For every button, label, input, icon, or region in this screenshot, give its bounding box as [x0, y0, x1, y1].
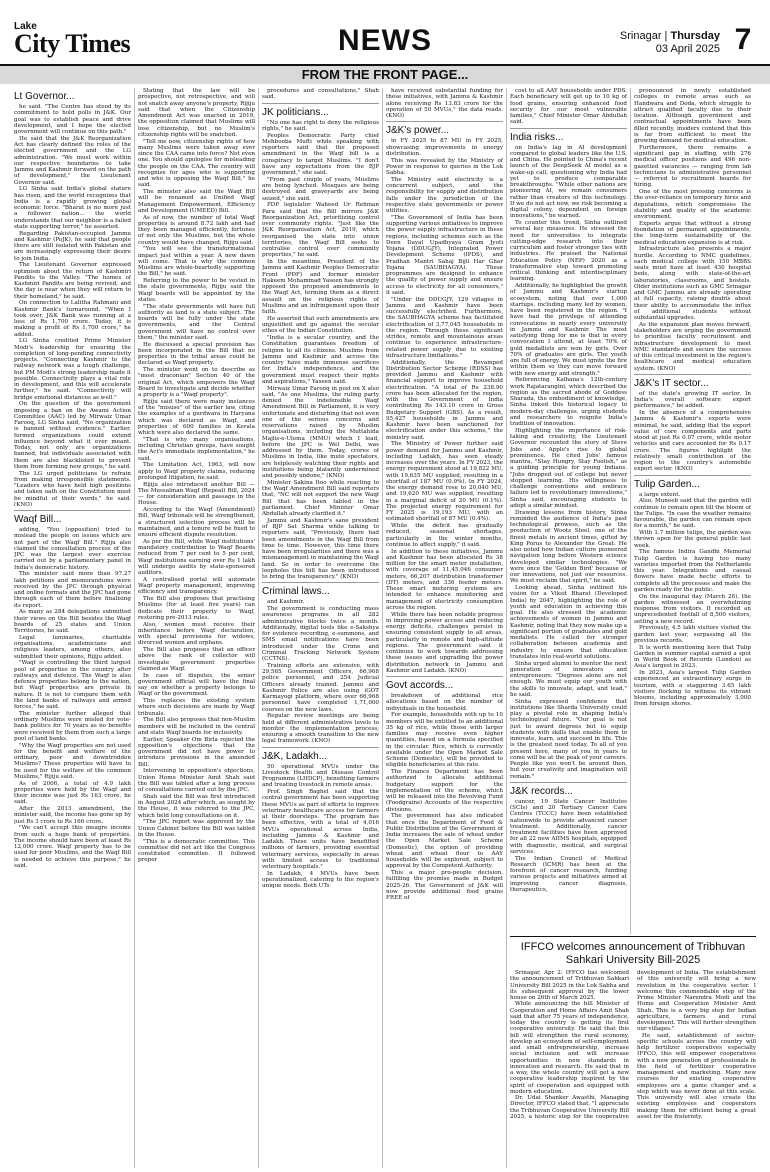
paragraph: "That is why many organisations, including Christian groups, have sought the Act's immediate implementation," he said. — [138, 436, 255, 462]
paragraph: While there has been notable progress in improving power access and reducing energy deficits, challenges persist in ensuring consistent supply to all areas, particularly in remote and high-altitude regions. The government said it continues to work towards addressing these issues and upgrading the power distribution network in Jammu and Kashmir and Ladakh. (KNO) — [386, 611, 503, 674]
story-divider — [634, 475, 751, 476]
headline-jk-it-sector: J&K's IT sector... — [634, 377, 709, 389]
paragraph: "You will see the transformational impact just within a year. A new dawn will come. That is why the common Muslims are whole-heartedly supporting the Bill," he said. — [138, 246, 255, 278]
paragraph: As the expansion plan moves forward, stakeholders are urging the government to prioritise faculty recruitment and infrastructure development to meet NMC standards and secure the success of this critical investment in the region's healthcare and medical education system. (KNO) — [634, 321, 751, 372]
story-divider — [262, 747, 379, 748]
paragraph: "No one has right to deny the religious rights," he said. — [262, 119, 379, 132]
column-6 — [634, 88, 751, 934]
paragraph: Training efforts are extensive, with 29,565 Government Officers, 66,968 police personnel, and 254 Judicial Officers already trained. Jammu and Kashmir Police are also using iGOT Karmayogi platform, where over 66,968 personnel have completed 1,71,000 courses on the new laws. — [262, 662, 379, 713]
paragraph: "Waqf is controlling the third largest pool of properties in the country after railways and defence. The Waqf is also defence properties belong to the nation, but Waqf properties are private in nature. It is not to compare them with the land banks of railways and armed forces," he said. — [14, 660, 131, 710]
column-rule — [630, 88, 631, 934]
story-divider — [14, 510, 131, 511]
paragraph: Mirwaiz Umar Farooq in post on X also said, "As one Muslims, the ruling party denied the indefensible Waqf Amendment Bill in Parliament, it is very unfortunate and disturbing that not even one of the serious concerns and reservations raised by Muslim organisations, including the Muttahida Majlis-e-Ulema (MMU) which I lead, before the JPC is Wel Delhi, was addressed by them. Today, crores of Muslims in India, like mute spectators, are helplessly watching their rights and institutions being blatantly undermined and possibly undone," (KNO) — [262, 385, 379, 479]
paragraph: Also, women must receive their inheritance before Waqf declaration, with special provisions for widows, divorced women and orphans. — [138, 621, 255, 647]
paragraph: The minister went on to describe as "most draconian" Section 40 of the original Act, which empowers the Waqf Board to investigate and decide whether a property is a "Waqf property". — [138, 367, 255, 398]
paragraph: Intervening in opposition's objections, Union Home Minister Amit Shah said the Bill was tabled after a long process of consultations carried out by the JPC. — [138, 768, 255, 793]
paragraph: Experts argue that without a strong foundation of permanent appointments, the long-term sustainability of the medical education expansion is at risk. — [634, 220, 751, 246]
headline-criminal-laws: Criminal laws... — [262, 586, 330, 598]
paragraph: breakdown of additional rice allocations based on the number of individuals in the household. — [386, 693, 503, 712]
paragraph: While announcing the bill Minister of Cooperation and Home Affairs Amit Shah said that after 75 years of independence, today the country is getting its first cooperative university. He said that this bill will strengthen the rural economy, develop an ecosystem of self-employment and small entrepreneurship, increase social inclusion and will increase opportunities in new standards in innovation and research. He said that in a way, the whole country will get a new cooperative leadership inspired by the spirit of cooperation and equipped with modern education. — [510, 1001, 629, 1095]
paragraph: Infrastructure also presents a major hurdle. According to NMC guidelines, each medical college with 150 MBBS seats must have at least 430 hospital beds, along with state-of-the-art laboratories, classrooms, and hostels. Older institutions such as GMC Srinagar and GMC Jammu are already operating at full capacity, raising doubts about their ability to accommodate the influx of additional students without substantial upgrades. — [634, 246, 751, 321]
story-divider — [386, 676, 503, 677]
column-4 — [386, 88, 503, 1168]
headline-govt-accords: Govt accords... — [386, 680, 454, 691]
paragraph: Sinha expressed confidence that institutions like Sharda University could play a pivotal role in shaping India's technological future. "Our goal is not just to award degrees but to equip students with skills that enable them to innovate, learn, and succeed in life. This is the greatest need today. To all of you present here, many of you in years to come will be at the peak of your careers. People like you won't be around then, but your creativity and imagination will remain." — [510, 698, 627, 780]
paragraph: The Limitation Act, 1963, will now apply to Waqf property claims, reducing prolonged litigation, he said. — [138, 462, 255, 481]
paragraph: a large extent. — [639, 491, 681, 498]
story-divider — [510, 128, 627, 129]
headline-lt-governor: Lt Governor... — [14, 91, 75, 102]
paragraph: in FY 2025 to 87 MU in FY 2025, showcasing improvements in energy distribution. — [386, 138, 503, 157]
paragraph: On connection to Lalitha Rahmani and Kashmir Bank's turnaround. "When I took over, J&K Bank was running at a loss of Rs 1,700 crore. Today, it is making a profit of Rs 1,700 crore," he added. — [14, 300, 131, 338]
paragraph: He discussed a special provision has been incorporated in the Bill that no properties in the tribal areas could be declared as Waqf property. — [138, 341, 255, 367]
column-5 — [510, 88, 627, 934]
paragraph: In case of disputes, the senior government official will have the final say on whether a property belongs to Waqf or the government. — [138, 672, 255, 698]
paragraph: He said that the J&K Reorganization Act has clearly defined the roles of the elected government and the LG administration. "We must work within our respective boundaries to take Jammu and Kashmir forward on the path of development," the Lieutenant Governor said. — [14, 135, 131, 186]
headline-tulip-garden: Tulip Garden... — [634, 478, 700, 490]
paragraph: As of 2006, a total of 4.9 lakh properties were held by the Waqf and their income was just Rs 163 crore, he said. — [14, 780, 131, 806]
paragraph: Rijiju also introduced another Bill — The Mussalman Waqf (Repeal) Bill, 2024 — for consideration and passage in the House. — [138, 481, 255, 507]
paragraph: Previously, 4.5 lakh visitors visited the garden last year, surpassing all the previous records. — [634, 625, 751, 644]
column-1 — [14, 88, 131, 1168]
paragraph: "The Government of India has been supporting various initiatives to improve the power supply infrastructure in these regions, including schemes such as the Deen Dayal Upadhyaya Gram Jyoti Yojana (DDUGJY), Integrated Power Development Scheme (IPDS), and Pradhan Mantri Sahaj Bijli Har Ghar Yojana (SAUBHAGYA). These programmes are designed to enhance the quality of power supply and ensure access to electricity for all consumers," it said. — [386, 214, 503, 296]
paragraph: The famous Indira Gandhi Memorial Tulip Garden is having too many varieties imported from the Netherlands this year. Integrations and casual flowers have made hectic efforts to complete all the processes and make the garden ready for the public. — [634, 549, 751, 593]
paragraph: In Ladakh, 4 MVUs have been operationalized, catering to the region's unique needs. Both UTs — [262, 870, 379, 890]
paragraph: Shah said the Bill was first introduced in August 2024 after which, as sought by the House, it was referred to the JPC, which held long consultations on it. — [138, 793, 255, 819]
box-headline: IFFCO welcomes announcement of Tribhuvan Sahkari University Bill-2025 — [520, 941, 746, 966]
paragraph: Regarding Pakistan-occupied Jammu and Kashmir (PoJK), he said that people there are still isolated with Pakistan and are increasingly expressing their desire to join India. — [14, 230, 131, 262]
paragraph: Stating that the law will be prospective, not retrospective, and will not snatch away anyone's property, Rijiju said that when the Citizenship Amendment Act was enacted in 2019, the opposition claimed that Muslims will lose citizenship, but no Muslim's citizenship rights will be snatched. — [138, 88, 255, 138]
paragraph: One of the most pressing concerns is the over-reliance on temporary hires and deputations, which compromises the stability and quality of the academic environment. — [634, 189, 751, 220]
paragraph: Additionally, he highlighted the growth of Jammu and Kashmir's startup ecosystem, noting that over 1,000 startups, including many led by women, have been registered in the region. "I have had the privilege of attending convocations in nearly every university in Jammu and Kashmir. The most satisfying thing for me is that in every convocation I attend, at least 70% of gold medallists are won by girls. Over 70% of graduates are girls. The youth are full of energy. We must ignite the fire within them so they can move forward with new energy and strength." — [510, 283, 627, 377]
paragraph: adding, "You (opposition) tried to mislead the people on issues which are not part of the Waqf Bill." Rijiju also claimed the consultation process of the JPC was the largest ever exercise carried out by a parliamentary panel in India's democratic history. — [14, 527, 131, 571]
paragraph: In the meantime, President of the Jammu and Kashmir Peoples Democratic Front (PDF) and former minister Hakeem Mohammad Yaseen has strongly opposed the proposed amendments to the Waqf Act, terming them as a direct assault on the religious rights of Muslims and an infringement upon their faith. — [262, 259, 379, 315]
paragraph: In 2023, Asia's largest Tulip Garden experienced an extraordinary surge in tourism, with a staggering 3.65 lakh visitors flocking to witness its vibrant blooms, including approximately 3,000 from foreign shores. — [634, 670, 751, 708]
paragraph: The government has also indicated that once the Department of Food & Public Distribution of the Government of India increases the sale of wheat under the Open Market Sale Scheme (Domestic), the option of providing wheat and wheat flour to AAY households will be explored, subject to approval by the Competent Authority. — [386, 813, 503, 870]
paragraph: on India's lag in AI development compared to global leaders like the U.S. and China. He pointed to China's recent launch of the DeepSeek AI model as a wake-up call, questioning why India had yet to produce comparable breakthroughs. "While other nations are pioneering AI, we remain consumers rather than creators of this technology. If we do not act now, we risk becoming a digital colony, dependent on foreign innovations," he warned. — [510, 144, 627, 220]
column-rule — [382, 88, 383, 1168]
paragraph: Minister Sakina Itoo while reacting to the Waqf Amendment Bill said reporters that, "NC will not support the new Waqf Bill that has been tabled in the parliament. Chief Minister Omar Abdullah already clarified it." — [262, 479, 379, 517]
headline-india-risks: India risks... — [510, 131, 564, 143]
paragraph: Regular review meetings are being held at different administrative levels to monitor the implementation process, ensuring a smooth transition to the new legal framework. (KNO) — [262, 713, 379, 745]
paragraph: "Tell me now, citizenship rights of how many Muslims were taken away ever since the CAA came into force? Not even one. You should apologise for misleading the people on the CAA. The country will recognise for ages who is supporting and who is opposing the Waqf Bill," he said. — [138, 138, 255, 189]
masthead — [0, 0, 770, 66]
box-body — [510, 970, 756, 1170]
paragraph: As many as 284 delegations submitted their views on the Bill besides the Waqf boards of 25 states and Union Territories, he said. — [14, 609, 131, 634]
paragraph: have received substantial funding for these initiatives, with Jammu & Kashmir alone receiving Rs 13.83 crore for the operation of 50 MVUs," the data reads. (KNO) — [386, 88, 503, 119]
headline-jk-records: J&K records... — [510, 785, 573, 797]
paragraph: Referencing Kalhana's 12th-century work Rajatarangini, which described the region as the sacred abode of Goddess Sharada, the embodiment of knowledge, Sinha linked this historical legacy to modern-day challenges, urging students and researchers to reignite India's tradition of innovation. — [510, 377, 627, 427]
paragraph: Prof. Singh Baghel said that the central government has been supporting these MVUs as part of efforts to improve veterinary healthcare access for farmers at their doorsteps. "The program has been effective, with a total of 4,016 MVUs operational across India, including Jammu & Kashmir and Ladakh. These units have benefitted millions of farmers, providing essential veterinary services, especially in areas with limited access to traditional veterinary hospitals." — [262, 789, 379, 870]
paragraph: pronounced in newly established colleges in remote areas such as Handwara and Doda, which struggle to attract qualified faculty due to their location. Although government and contractual appointments have been filled recently, insiders contend that this is far from sufficient to meet the growing demand for medical education. — [634, 88, 751, 144]
section-banner: FROM THE FRONT PAGE... — [0, 66, 770, 84]
paragraph: and Kashmir. — [267, 599, 305, 606]
paragraph: On the question of the government imposing a ban on the Awami Action Committee (AAC) led by Mirwaiz Umar Farooq, LG Sinha said, "No organization is banned without evidence." Earlier, formed organizations could extend influence beyond what it ever meant. Today, not only are organizations banned, but individuals associated with them are also blacklisted to prevent them from forming new groups," he said. — [14, 401, 131, 470]
paragraph: As per the Bill, while Waqf institutions' mandatory contribution to Waqf Boards reduced from 7 per cent to 5 per cent, Waqf institutions earning over Rs 1 lakh will undergo audits by state-sponsored auditors. — [138, 538, 255, 576]
paragraph: The government is conducting mass awareness programs in all 282 administrative blocks twice a month. Additionally, digital tools like e-Sakshya for evidence recording, e-summons, and SMS email notifications have been introduced under the Crime and Criminal Tracking Network System (CCTNS). — [262, 606, 379, 662]
paragraph: Jammu and Kashmir's sane president of BJP Sat Sharma while talking to reporters said, "Previously, there had been amendments in the Waqf Bill from time to time. However, this time there have been irregularities and there was a mismanagement in maintaining the Waqf land. So in order to overcome the loopholes this bill has been introduced to bring the transparency." (KNO) — [262, 517, 379, 580]
paragraph: Peoples Democratic Party chief Mehbooba Mufti while speaking with reporters said that the proposed amendment in the Waqf bill is a conspiracy to target Muslims. "I don't have any expectations from the BJP government," she said. — [262, 132, 379, 176]
column-rule — [506, 88, 507, 1168]
column-2 — [138, 88, 255, 1168]
paragraph: Also, Muneeb said that the garden will continue to remain open till the bloom of the Tulips. "In case the weather remains favourable, the garden can remain open for a month," he said. — [634, 498, 751, 530]
paragraph: cancer, 19 State Cancer Institutes (SCIs) and 20 Tertiary Cancer Care Centres (TCCC) have been established nationwide to provide advanced cancer treatment. Additionally, cancer treatment facilities have been approved for all 22 new AIIMS hospitals, equipped with diagnostic, medical, and surgical services. — [510, 798, 627, 855]
paragraph: On the inaugural day (March 26), the garden witnessed an overwhelming response from visitors. It recorded an unprecedented footfall of 8,500 visitors, setting a new record. — [634, 593, 751, 625]
paragraph: of the state's growing IT sector. In India's overall software export performance," he added. — [634, 390, 751, 410]
paragraph: The minister said more than 97.27 lakh petitions and memorandums were received by the JPC through physical and online formats and the JPC had gone through each of them before finalising its report. — [14, 571, 131, 609]
paragraph: The Bill also proposes that an officer above the rank of collector will investigate government properties claimed as Waqf. — [138, 647, 255, 672]
paragraph: "We can't accept this meagre income from such a huge bank of properties. The income should have been at least Rs 12,000 crore. Waqf property has to be used for poor Muslims, and the Waqf Bill is needed to achieve this purpose," he said. — [14, 825, 131, 869]
story-divider — [510, 782, 627, 783]
paragraph: With 1.7 million tulips, the garden was thrown open for the general public last week. — [634, 530, 751, 549]
paragraph: The Bill also proposes that practising Muslims (for at least five years) can dedicate their property to Waqf, restoring pre-2013 rules. — [138, 596, 255, 621]
paragraph: Referring to the power to be vested in the state governments, Rijiju said the Waqf boards will be appointed by the states. — [138, 278, 255, 303]
page-number: 7 — [734, 23, 752, 56]
paragraph: PDP legislator Waheed Ur Rehman Para said that the Bill mirrors J&K Reorganization Act, prioritizing control over community rights. "Just like the J&K Reorganisation Act, 2019, which reorganised the state into union territories, the Waqf Bill seeks to centralise control over community properties," he said. — [262, 202, 379, 259]
paragraph: This replaces the existing system where such decisions are made by Waqf tribunals. — [138, 698, 255, 717]
paragraph: Looking ahead, Sinha outlined his vision for a Viksit Bharat (Developed India) by 2047, highlighting the role of youth and education in achieving this goal. He also stressed the academic achievements of women in Jammu and Kashmir, noting that they now make up a significant portion of graduates and gold medalists. He called for stronger collaboration between academia and industry to ensure that education translates into real-world solutions. — [510, 585, 627, 660]
paragraph: Highlighting the importance of risk-taking and creativity, the Lieutenant Governor recounted the story of Steve Jobs and Apple's rise to global prominence. He cited Jobs' famous mantra, "Stay Hungry, Stay Foolish," as a guiding principle for young Indians. "Jobs dropped out of college but never stopped learning. His willingness to challenge conventions and embrace failure led to revolutionary innovations," Sinha said, encouraging students to adopt a similar mindset. — [510, 427, 627, 509]
paragraph: Srinagar, Apr 2: IFFCO has welcomed the announcement of Tribhuvan Sahkari University Bill 2025 in the Lok Sabha and its subsequent approval by the lower house on 26th of March 2025. — [510, 970, 629, 1001]
paragraph: he said. "The Centre has stood by its commitment to hold polls in J&K. Our goal was to establish peace and drive development, and I hope the elected government will continue on this path." — [14, 104, 131, 135]
paragraph: cost to all AAY households under PDS. Each beneficiary will get up to 10 kg of food grains, ensuring enhanced food security for our most vulnerable families," Chief Minister Omar Abdullah said. — [510, 88, 627, 126]
paragraph: A centralised portal will automate Waqf property management, improving efficiency and transparency. — [138, 576, 255, 596]
paragraph: The minister also said the Waqf Bill will be renamed as Unified Waqf Management Empowerment, Efficiency and Development (UMEED) Bill. — [138, 189, 255, 214]
paragraph: Earlier, Speaker Om Birla rejected the opposition's objections that the government did not have power to introduce provisions in the amended Bill. — [138, 736, 255, 768]
paragraph: He said, establishment of sector-specific schools across the country will help fertilizer cooperatives especially IFFCO, this will empower cooperatives with a new generation of professionals in the field of fertilizer cooperative management and marketing. Many new courses for existing cooperative employees are a game changer and a step which was never done at this scale. This university will also create the existing employees and cooperators making them for efficient being a great asset for the fraternity. — [637, 1032, 756, 1120]
paragraph: To counter this trend, Sinha outlined several key measures. He stressed the need for universities to integrate cutting-edge research into their curriculum and foster stronger ties with industries. He praised the National Education Policy (NEP) 2020 as a transformative step toward promoting critical thinking and interdisciplinary learning. — [510, 220, 627, 283]
column-rule — [134, 88, 135, 1168]
dateline-city: Srinagar — [619, 30, 662, 42]
paragraph: Legal luminaries, charitable organisations, academicians and religious leaders, among others, also submitted their opinions, Rijiju added. — [14, 634, 131, 660]
paragraph: The Indian Council of Medical Research (ICMR) has been at the forefront of cancer research, funding various projects and initiatives aimed at improving cancer diagnosis, therapeutics, — [510, 855, 627, 893]
paragraph: Rijiju said there were many instances of the "misuse" of the earlier law, citing the examples of a gurdwara in Haryana which was declared as Waqf, and properties of 600 families in Kerala which were also declared the same. — [138, 398, 255, 436]
story-divider — [262, 103, 379, 104]
paragraph: LG Sinha said India's global stature has risen, and the world recognizes that India is a rapidly growing global economic force. "Bharat is no more just a follower nation... the world understands that our neighbor is a failed state supporting terror," he asserted. — [14, 186, 131, 230]
logo-small-text: Lake — [14, 21, 37, 32]
paragraph: "Under the DDUGJY, 129 villages in Jammu and Kashmir have been successfully electrified. Furthermore, the SAUBHAGYA scheme has facilitated electrification of 3,77,045 households in the region. Through these significant strides, remote and mountainous areas continue to experience infrastructure-related power supply due to existing infrastructure limitations." — [386, 296, 503, 359]
headline-jk-power: J&K's power... — [386, 125, 450, 137]
paragraph: 50 operational MVUs under the Livestock Health and Disease Control Programme (LHDCP), benefiting farmers and treating livestock in remote areas. — [262, 763, 379, 789]
paragraph: This a major pro-people decision, fulfilling the promise made in Budget 2025-26. The Government of J&K will now provide additional food grains FREE of — [386, 870, 503, 901]
headline-waqf-bill: Waqf Bill... — [14, 514, 62, 525]
paragraph: This was revealed by the Ministry of Power in response to queries in the Lok Sabha. — [386, 157, 503, 176]
paragraph: In the absence of a comprehensive Jammu & Kashmir's exports were minimal, he said, adding that the export value of core components and parts stood at just Rs 0.07 crore, while motor vehicles and cars accounted for Rs 0.17 crore. The figures highlight the relatively small contribution of the region to the country's automobile export sector. (KNO) — [634, 410, 751, 473]
dateline: Srinagar | Thursday 03 April 2025 — [619, 30, 720, 55]
paragraph: "This is a democratic committee. This committee did not act like the Congress constituted committee. It followed proper — [138, 838, 255, 864]
paragraph: Dr. Udai Shanker Awasthi, Managing Director, IFFCO stated that, "I appreciate the Tribhuvan Cooperative University Bill 2025, a historic step for the cooperative development of India. The establishment of this university will bring a new revolution in the cooperative sector. I welcome this commendable step of the Prime Minister Narendra Modi and the Home and Cooperation Minister Amit Shah. This is a very big step for Indian agriculture, farmers and rural development. This will further strengthen our villages." — [510, 970, 756, 1120]
paragraph: LG Sinha credited Prime Minister Modi's leadership for ensuring the completion of long-pending connectivity projects. "Connecting Kashmir to the railway network was a tough challenge, but PM Modi's strong leadership made it possible. Connectivity plays a vital role in development, and this will accelerate further," he said. "Connectivity will bridge emotional distances as well." — [14, 338, 131, 401]
paragraph: "India is a secular country, and the Constitution guarantees freedom of religion to all its citizens. Muslims from Jammu and Kashmir and across the country have made immense sacrifices for India's independence, and the government must respect their rights and aspirations," Yaseen said. — [262, 335, 379, 385]
paragraph: After the 2013 amendment, the minister said, the income has gone up by just Rs 3 crore to Rs 166 crore. — [14, 806, 131, 825]
paragraph: In addition to these initiatives, Jammu and Kashmir has been allocated Rs 38 million for the smart meter installation, with coverage of 11,45,046 consumer meters, 66,207 distribution transformer (DT) meters, and 336 feeder meters. These smart metering systems are intended to enhance monitoring and management of electricity consumption across the region. — [386, 548, 503, 611]
paragraph: The Finance Department has been authorized to allocate additional budgetary support for the implementation of the scheme, which will be released into the Revolving Fund (Foodgrains) Accounts of the respective divisions. — [386, 769, 503, 813]
paragraph: The LG urged politicians to refrain from making irresponsible statements. "Leaders who have held high positions and taken oath on the Constitution must be mindful of their words," he said. (KNO) — [14, 470, 131, 508]
paragraph: The Lieutenant Governor expressed optimism about the return of Kashmiri Pandits to the Valley. "The homes of Kashmiri Pandits are being revived, and the day is near when they will return to their homeland," he said. — [14, 262, 131, 300]
paragraph: As of now, the number of total Waqf properties is around 8.72 lakh and had they been managed efficiently, fortunes of not only the Muslims, but the whole country would have changed, Rijiju said. — [138, 214, 255, 246]
paragraph: The Ministry said electricity is a concurrent subject, and the responsibility for supply and distribution falls under the jurisdiction of the respective state governments or power utilities. — [386, 176, 503, 214]
paragraph: Furthermore, there remains a significant gap in staffing, with 276 medical officer positions and 496 non-gazetted vacancies — ranging from lab technicians to administrative personnel — referred to recruitment boards for hiring. — [634, 144, 751, 189]
paragraph: "From past couple of years, Muslims are being lynched. Mosques are being destroyed and graveyards are being seized," she said. — [262, 176, 379, 202]
paragraph: "The JPC report was approved by the Union Cabinet before the Bill was tabled in the House. — [138, 819, 255, 838]
column-3 — [262, 88, 379, 1168]
iffco-story-box — [510, 936, 756, 1168]
paragraph: According to the Waqf (Amendment) Bill, Waqf tribunals will be strengthened, a structured selection process will be maintained, and a tenure will be fixed to ensure efficient dispute resolution. — [138, 507, 255, 538]
paragraph: It is worth mentioning here that Tulip Garden in summer capital earned a spot in World Book of Records (London) as Asia's largest in 2023. — [634, 644, 751, 670]
logo-main-text: City Times — [14, 29, 131, 58]
paragraph: Sinha urged alumni to mentor the next generation of innovators and entrepreneurs. "Degrees alone are not enough. We must equip our youth with the skills to innovate, adapt, and lead," he said. — [510, 660, 627, 698]
story-divider — [262, 582, 379, 583]
dateline-date: 03 April 2025 — [655, 43, 720, 55]
column-rule — [258, 88, 259, 1168]
paragraph: Drawing lessons from history, Sinha reminded the audience of India's past technological prowess, such as the production of Wootz Steel, one of the finest metals in ancient times, gifted by King Porus to Alexander the Great. He also noted how Indian culture pioneered navigation long before Western science developed similar technologies. "We were once the 'Golden Bird' because of our innovations, not just our resources. We must reclaim that spirit," he said. — [510, 509, 627, 585]
section-title: NEWS — [338, 24, 432, 57]
paragraph: Additionally, the Revamped Distribution Sector Scheme (RDSS) has provided Jammu and Kashmir with financial support to improve household electrification. "A total of Rs 238.90 crore has been allocated for the region, with the Government of India contributing Rs 143.10 crore in Gross Budgetary Support (GBS). As a result, 95,427 households in Jammu and Kashmir have been sanctioned for electrification under this scheme," the ministry said. — [386, 359, 503, 441]
paragraph: "Why the Waqf properties are not used for the benefit and welfare of the ordinary, poor and downtrodden Muslims? These properties will have to be used for the welfare of the common Muslims," Rijiju said. — [14, 742, 131, 780]
story-divider — [386, 121, 503, 122]
paragraph: For example, households with up to 10 members will be entitled to an additional 35 kg of rice, while those with larger families may receive even higher quantities, based on a formula specified in the circular. Rice, which is currently available under the Open Market Sale Scheme (Domestic), will be provided to eligible beneficiaries at this rate. — [386, 712, 503, 769]
paragraph: While the deficit has gradually reduced, seasonal shortages, particularly in the winter months, continue to affect supply," it said. — [386, 523, 503, 548]
paragraph: The minister further alleged that ordinary Muslims were misled for vote-bank politics for 70 years as no benefits were received by them from such a large pool of land banks. — [14, 710, 131, 742]
paragraph: The Bill also proposes that non-Muslim members will be included in the central and state Waqf boards for inclusivity. — [138, 717, 255, 736]
headline-jk-ladakh: J&K, Ladakh... — [262, 750, 328, 762]
story-divider — [634, 374, 751, 375]
paragraph: The Ministry of Power further said power demand for Jammu and Kashmir, including Ladakh, has seen steady increases over the years. In FY 2023, the energy requirement stood at 19,822 MU, with 19,635 MU supplied, resulting in a shortfall of 187 MU (0.9%). In FY 2024, the energy demand rose to 20,040 MU, and 19,620 MU was supplied, resulting in a marginal deficit of 20 MU (0.1%). The projected energy requirement for FY 2025 is 19,193 MU, with an estimated shortfall of 87 MU (0.4%). — [386, 441, 503, 523]
headline-jk-politicians: JK politicians... — [262, 106, 329, 118]
paragraph: procedures and consultations," Shah said. — [262, 88, 379, 101]
paragraph: "The state governments will have full authority as land is a state subject. The boards will be fully under the state governments, and the Central government will have no control over them," the minister said. — [138, 303, 255, 341]
dateline-day: Thursday — [670, 30, 720, 42]
paragraph: He asserted that such amendments are unjustified and go against the secular ethos of the Indian Constitution. — [262, 315, 379, 335]
